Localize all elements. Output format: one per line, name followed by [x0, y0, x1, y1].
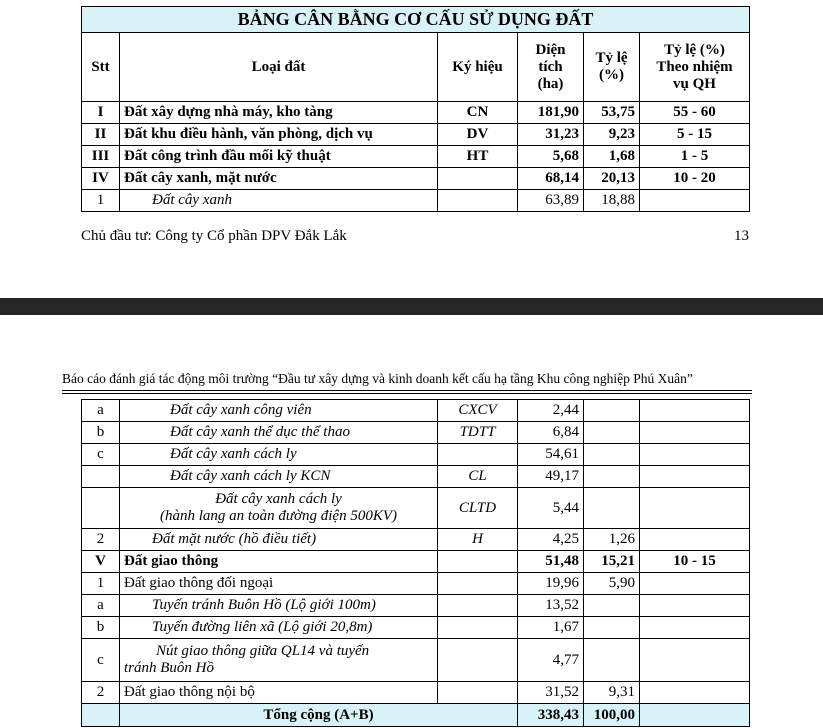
cell-pct: 9,31: [584, 682, 640, 704]
cell-code: CXCV: [438, 400, 518, 422]
cell-stt: III: [82, 146, 120, 168]
cell-area: 19,96: [518, 573, 584, 595]
header-ty-le-line1: Tỷ lệ: [595, 50, 628, 66]
cell-area: 54,61: [518, 444, 584, 466]
cell-code: [438, 190, 518, 212]
cell-name-line2: tránh Buôn Hồ: [124, 660, 214, 676]
table-row: [82, 168, 750, 190]
cell-name: Đất công trình đầu mối kỹ thuật: [120, 146, 438, 168]
cell-name: Đất mặt nước (hồ điều tiết): [120, 529, 438, 551]
cell-code: CN: [438, 102, 518, 124]
land-use-table-part2: [81, 399, 750, 727]
cell-pct: [584, 617, 640, 639]
table-row: [82, 400, 750, 422]
cell-code: [438, 617, 518, 639]
cell-area: 4,77: [518, 639, 584, 682]
cell-pct: [584, 595, 640, 617]
table-row: [82, 444, 750, 466]
table-row: [82, 639, 750, 682]
table-row: [82, 488, 750, 529]
header-ty-le-qh: [640, 33, 750, 102]
cell-stt: II: [82, 124, 120, 146]
cell-stt: I: [82, 102, 120, 124]
cell-name: Tuyến đường liên xã (Lộ giới 20,8m): [120, 617, 438, 639]
cell-area: 63,89: [518, 190, 584, 212]
cell-area: 49,17: [518, 466, 584, 488]
header-ty-le-qh-line1: Tỷ lệ (%): [664, 41, 725, 58]
cell-stt: 2: [82, 529, 120, 551]
cell-code: [438, 639, 518, 682]
cell-stt: a: [82, 595, 120, 617]
cell-plan: [640, 400, 750, 422]
cell-plan: 10 - 15: [640, 551, 750, 573]
footer-owner: Chủ đầu tư: Công ty Cổ phần DPV Đắk Lắk: [81, 228, 347, 244]
table-title: BẢNG CÂN BẰNG CƠ CẤU SỬ DỤNG ĐẤT: [82, 7, 750, 33]
cell-name: Đất khu điều hành, văn phòng, dịch vụ: [120, 124, 438, 146]
total-label: Tổng cộng (A+B): [120, 704, 518, 727]
cell-code: DV: [438, 124, 518, 146]
cell-plan: [640, 639, 750, 682]
cell-area: 31,52: [518, 682, 584, 704]
table-row: [82, 617, 750, 639]
header-loai-dat: Loại đất: [120, 33, 438, 102]
header-ty-le-line2: (%): [599, 67, 624, 83]
document-page-1: [0, 0, 823, 300]
cell-code: [438, 551, 518, 573]
cell-pct: [584, 639, 640, 682]
table-row: [82, 529, 750, 551]
cell-area: 5,68: [518, 146, 584, 168]
cell-name-line1: Nút giao thông giữa QL14 và tuyến: [156, 643, 370, 659]
cell-plan: [640, 529, 750, 551]
cell-name: Đất cây xanh cách ly: [120, 444, 438, 466]
cell-name: Đất giao thông đối ngoại: [120, 573, 438, 595]
cell-code: HT: [438, 146, 518, 168]
table-row: [82, 102, 750, 124]
cell-name: Đất cây xanh công viên: [120, 400, 438, 422]
total-pct: 100,00: [584, 704, 640, 727]
cell-area: 1,67: [518, 617, 584, 639]
cell-pct: 53,75: [584, 102, 640, 124]
page-separator: [0, 298, 823, 315]
cell-plan: [640, 466, 750, 488]
cell-code: TDTT: [438, 422, 518, 444]
cell-pct: 15,21: [584, 551, 640, 573]
cell-area: 13,52: [518, 595, 584, 617]
cell-area: 4,25: [518, 529, 584, 551]
header-dien-tich-line1: Diện: [535, 41, 566, 58]
cell-pct: 9,23: [584, 124, 640, 146]
header-dien-tich-line3: (ha): [537, 75, 564, 92]
cell-plan: [640, 617, 750, 639]
page-number: 13: [734, 228, 749, 244]
header-ky-hieu: Ký hiệu: [438, 33, 518, 102]
cell-pct: 18,88: [584, 190, 640, 212]
cell-pct: 1,68: [584, 146, 640, 168]
cell-pct: [584, 400, 640, 422]
cell-stt: b: [82, 422, 120, 444]
cell-area: 2,44: [518, 400, 584, 422]
cell-code: [438, 595, 518, 617]
cell-pct: 1,26: [584, 529, 640, 551]
cell-name: Đất cây xanh: [120, 190, 438, 212]
cell-stt: c: [82, 639, 120, 682]
running-header: Báo cáo đánh giá tác động môi trường “Đầu tư xây dựng và kinh doanh kết cấu hạ tầng Khu công nghiệp Phú Xuân”: [62, 371, 693, 386]
cell-plan: 10 - 20: [640, 168, 750, 190]
header-rule-double: [62, 393, 752, 394]
cell-area: 31,23: [518, 124, 584, 146]
cell-name: Đất cây xanh, mặt nước: [120, 168, 438, 190]
cell-stt: b: [82, 617, 120, 639]
table-row: [82, 573, 750, 595]
cell-name: Tuyến tránh Buôn Hồ (Lộ giới 100m): [120, 595, 438, 617]
cell-name: Đất cây xanh cách ly KCN: [120, 466, 438, 488]
header-stt: Stt: [82, 33, 120, 102]
total-row: [82, 704, 750, 727]
cell-pct: 20,13: [584, 168, 640, 190]
cell-pct: 5,90: [584, 573, 640, 595]
table-row: [82, 190, 750, 212]
cell-plan: 1 - 5: [640, 146, 750, 168]
header-ty-le-qh-line3: vụ QH: [673, 75, 716, 92]
header-ty-le: [584, 33, 640, 102]
header-dien-tich: [518, 33, 584, 102]
page-footer: [81, 228, 749, 245]
cell-pct: [584, 422, 640, 444]
table-row: [82, 682, 750, 704]
cell-plan: [640, 488, 750, 529]
cell-code: [438, 168, 518, 190]
cell-pct: [584, 444, 640, 466]
cell-area: 6,84: [518, 422, 584, 444]
table-row: [82, 146, 750, 168]
cell-name: Đất giao thông nội bộ: [120, 682, 438, 704]
cell-name: Đất cây xanh thể dục thể thao: [120, 422, 438, 444]
cell-stt: [82, 466, 120, 488]
cell-plan: [640, 422, 750, 444]
cell-name-line1: Đất cây xanh cách ly: [215, 491, 342, 507]
cell-name: [120, 639, 438, 682]
cell-stt: 1: [82, 573, 120, 595]
cell-name: [120, 488, 438, 529]
cell-name: Đất xây dựng nhà máy, kho tàng: [120, 102, 438, 124]
cell-area: 5,44: [518, 488, 584, 529]
total-plan: [640, 704, 750, 727]
cell-stt: 2: [82, 682, 120, 704]
table-row: [82, 124, 750, 146]
land-use-table-part1: [81, 6, 750, 212]
cell-code: [438, 682, 518, 704]
header-dien-tich-line2: tích: [538, 58, 563, 75]
cell-area: 68,14: [518, 168, 584, 190]
table-header-row: [82, 33, 750, 102]
cell-area: 181,90: [518, 102, 584, 124]
cell-plan: [640, 682, 750, 704]
cell-plan: 5 - 15: [640, 124, 750, 146]
cell-stt: a: [82, 400, 120, 422]
cell-pct: [584, 488, 640, 529]
cell-area: 51,48: [518, 551, 584, 573]
cell-code: H: [438, 529, 518, 551]
cell-stt: c: [82, 444, 120, 466]
cell-name-line2: (hành lang an toàn đường điện 500KV): [159, 508, 397, 524]
cell-plan: [640, 595, 750, 617]
table-row: [82, 422, 750, 444]
cell-code: [438, 444, 518, 466]
table-row: [82, 595, 750, 617]
total-area: 338,43: [518, 704, 584, 727]
total-stt: [82, 704, 120, 727]
table-row: [82, 551, 750, 573]
cell-code: CL: [438, 466, 518, 488]
cell-plan: [640, 444, 750, 466]
cell-plan: [640, 190, 750, 212]
cell-pct: [584, 466, 640, 488]
cell-stt: [82, 488, 120, 529]
table-row: [82, 466, 750, 488]
cell-stt: 1: [82, 190, 120, 212]
cell-name: Đất giao thông: [120, 551, 438, 573]
cell-stt: IV: [82, 168, 120, 190]
header-ty-le-qh-line2: Theo nhiệm: [656, 58, 733, 75]
cell-stt: V: [82, 551, 120, 573]
cell-code: [438, 573, 518, 595]
cell-code: CLTD: [438, 488, 518, 529]
cell-plan: [640, 573, 750, 595]
header-rule: [62, 390, 752, 391]
cell-plan: 55 - 60: [640, 102, 750, 124]
